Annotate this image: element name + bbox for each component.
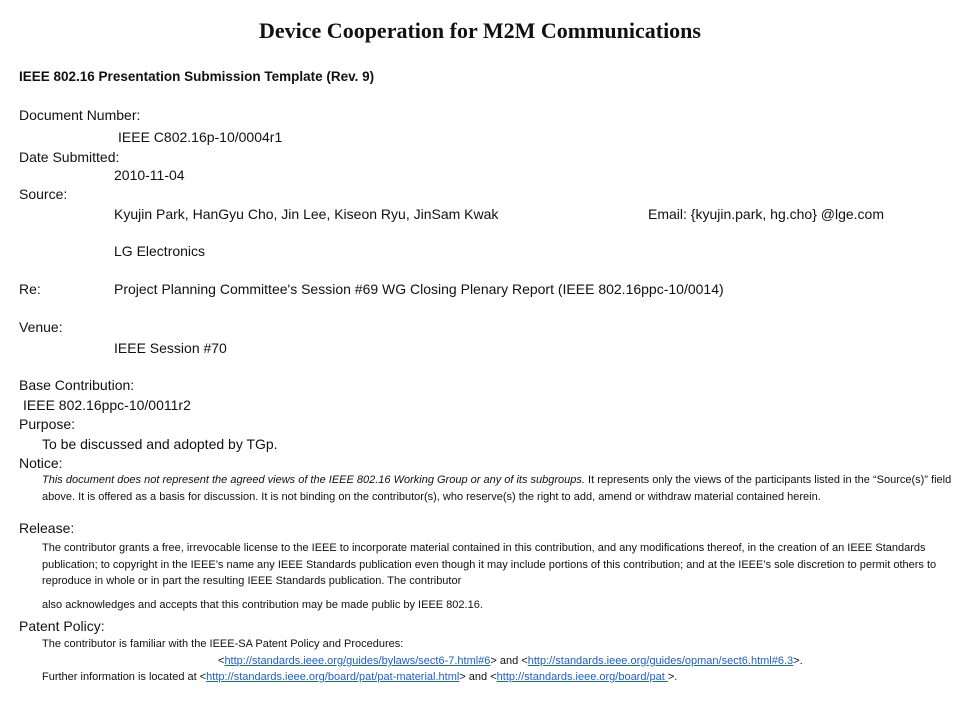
release-label: Release: (19, 520, 75, 536)
date-submitted-value: 2010-11-04 (114, 167, 185, 183)
further-info-text: Further information is located at (42, 671, 197, 683)
patent-intro: The contributor is familiar with the IEEE-SA Patent Policy and Procedures: (42, 638, 404, 650)
pat-material-link[interactable]: http://standards.ieee.org/board/pat/pat-material.html (206, 671, 460, 683)
page-title: Device Cooperation for M2M Communications (259, 18, 701, 43)
document-number-label: Document Number: (19, 107, 141, 123)
base-contribution-label: Base Contribution: (19, 377, 135, 393)
release-text: The contributor grants a free, irrevocable license to the IEEE to incorporate material contained in this contribution, and any modifications thereof, in the creation of an IEEE Standards publication; to copyright in the IEEE’s name any IEEE Standards publication even though it may include portions of this contribution; and at the IEEE’s sole discretion to permit others to reproduce in whole or in part the resulting IEEE Standards publication. The contributor (42, 542, 937, 587)
source-label: Source: (19, 186, 68, 202)
base-contribution-value: IEEE 802.16ppc-10/0011r2 (23, 397, 191, 413)
notice-label: Notice: (19, 455, 63, 471)
bylaws-link[interactable]: http://standards.ieee.org/guides/bylaws/sect6-7.html#6 (224, 655, 491, 667)
document-number-value: IEEE C802.16p-10/0004r1 (118, 129, 283, 145)
board-pat-link[interactable]: http://standards.ieee.org/board/pat (496, 671, 668, 683)
source-authors: Kyujin Park, HanGyu Cho, Jin Lee, Kiseon Ryu, JinSam Kwak (114, 206, 499, 222)
date-submitted-label: Date Submitted: (19, 149, 120, 165)
opman-link[interactable]: http://standards.ieee.org/guides/opman/sect6.html#6.3 (527, 655, 794, 667)
release-text-continued: also acknowledges and accepts that this contribution may be made public by IEEE 802.16. (42, 599, 483, 611)
purpose-label: Purpose: (19, 416, 76, 432)
notice-text (42, 472, 954, 505)
notice-body: It represents only the views of the participants listed in the “Source(s)” field above. It is offered as a basis for discussion. It is not binding on the contributor(s), who reserve(s) the right to add, amend or withdraw material contained herein. (42, 474, 952, 503)
purpose-value: To be discussed and adopted by TGp. (42, 436, 278, 452)
patent-links-line2: Further information is located at <http://standards.ieee.org/board/pat/pat-material.html> and <http://standards.ieee.org/board/pat >. (42, 671, 678, 683)
venue-value: IEEE Session #70 (114, 340, 227, 356)
re-value: Project Planning Committee's Session #69 WG Closing Plenary Report (IEEE 802.16ppc-10/0014) (114, 281, 724, 297)
template-subtitle: IEEE 802.16 Presentation Submission Template (Rev. 9) (19, 69, 375, 84)
venue-label: Venue: (19, 319, 63, 335)
source-organization: LG Electronics (114, 243, 206, 259)
patent-policy-label: Patent Policy: (19, 618, 105, 634)
notice-disclaimer: This document does not represent the agreed views of the IEEE 802.16 Working Group or any of its subgroups. (42, 474, 585, 486)
source-email: Email: {kyujin.park, hg.cho} @lge.com (648, 206, 884, 222)
re-label: Re: (19, 281, 41, 297)
patent-links-line1: <http://standards.ieee.org/guides/bylaws/sect6-7.html#6> and <http://standards.ieee.org/guides/opman/sect6.html#6.3>. (218, 655, 803, 667)
